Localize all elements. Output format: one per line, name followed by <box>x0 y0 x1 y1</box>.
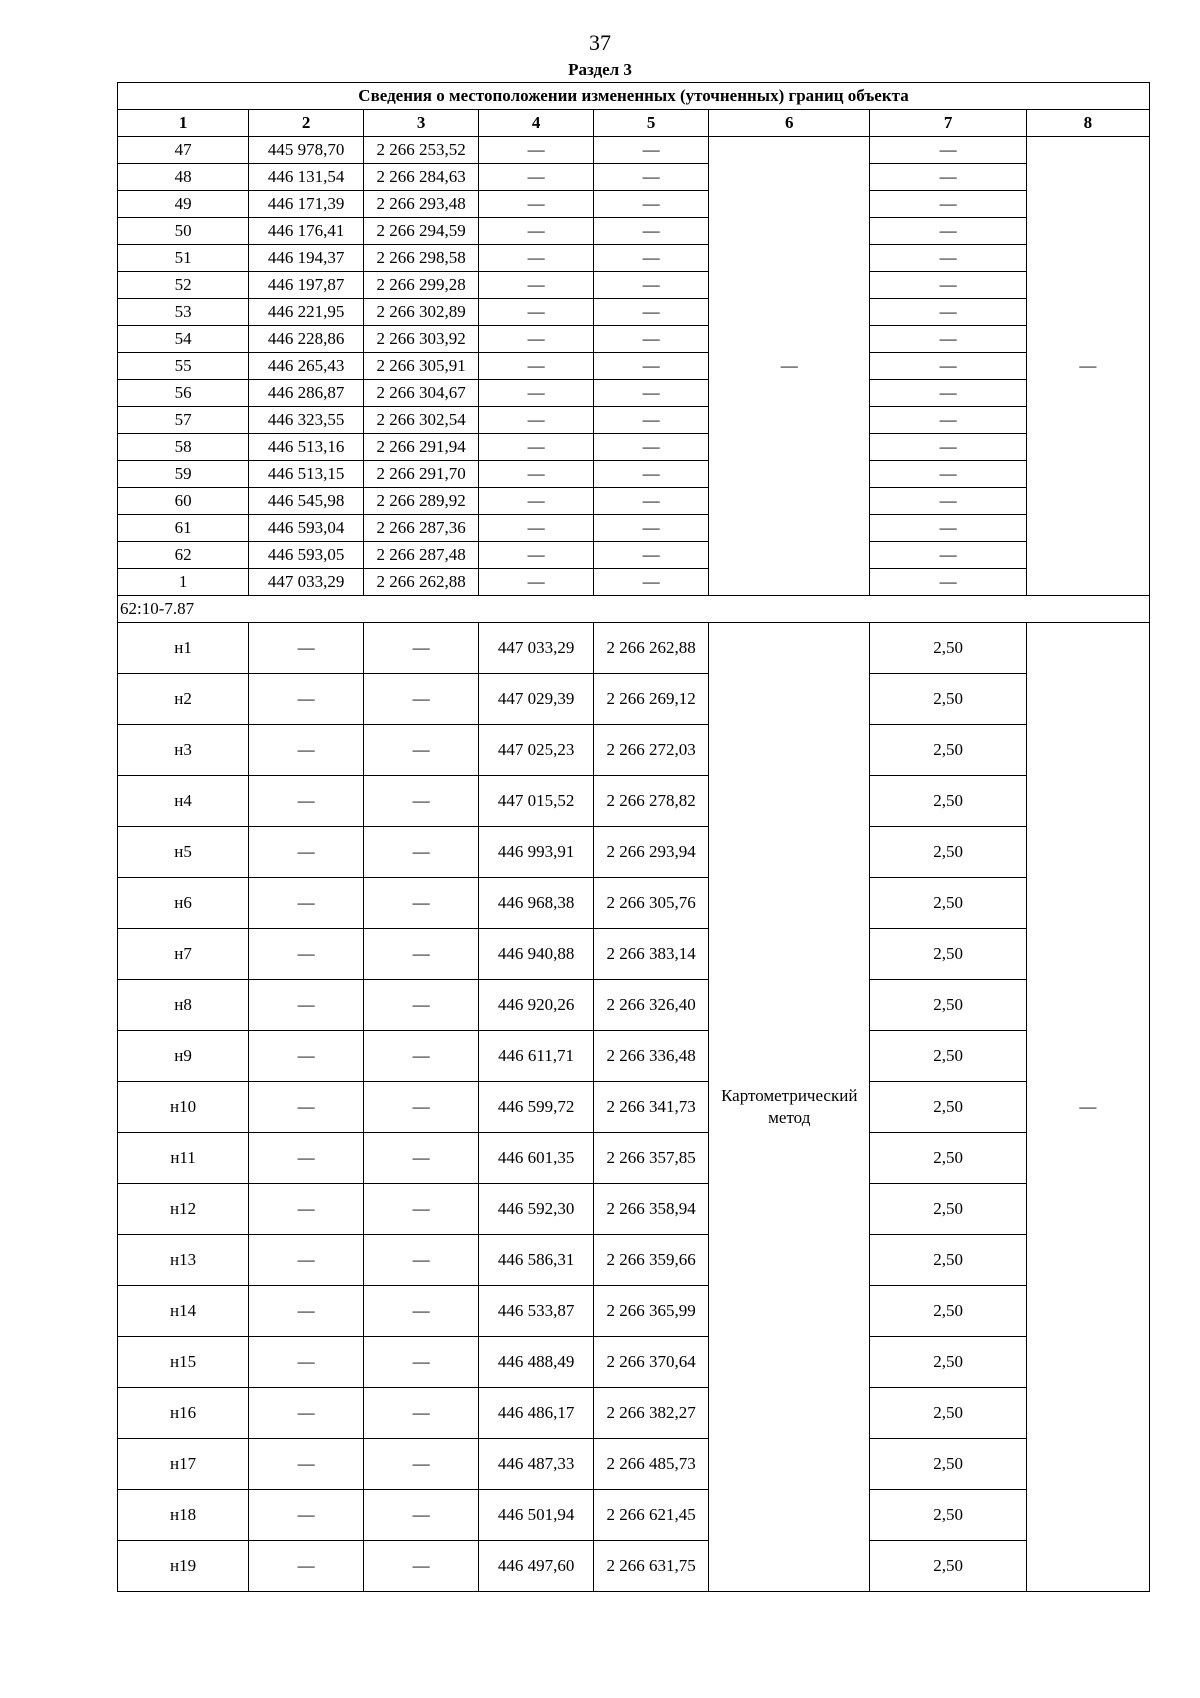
precision-cell: 2,50 <box>870 1541 1026 1592</box>
existing-y-cell: 2 266 253,52 <box>364 137 479 164</box>
new-x-cell: — <box>479 542 594 569</box>
existing-y-cell: — <box>364 878 479 929</box>
new-y-cell: 2 266 293,94 <box>594 827 709 878</box>
table-row <box>118 596 1150 623</box>
new-y-cell: 2 266 336,48 <box>594 1031 709 1082</box>
new-y-cell: 2 266 262,88 <box>594 623 709 674</box>
new-y-cell: — <box>594 272 709 299</box>
description-cell: — <box>1026 137 1149 596</box>
existing-y-cell: 2 266 291,94 <box>364 434 479 461</box>
existing-x-cell: 446 513,16 <box>249 434 364 461</box>
existing-x-cell: — <box>249 980 364 1031</box>
new-x-cell: 447 025,23 <box>479 725 594 776</box>
precision-cell: 2,50 <box>870 725 1026 776</box>
precision-cell: 2,50 <box>870 1337 1026 1388</box>
new-x-cell: — <box>479 245 594 272</box>
existing-x-cell: 446 513,15 <box>249 461 364 488</box>
existing-x-cell: 446 286,87 <box>249 380 364 407</box>
point-number-cell: 54 <box>118 326 249 353</box>
existing-x-cell: 446 265,43 <box>249 353 364 380</box>
new-y-cell: — <box>594 380 709 407</box>
point-number-cell: 48 <box>118 164 249 191</box>
existing-x-cell: — <box>249 1337 364 1388</box>
precision-cell: — <box>870 515 1026 542</box>
existing-x-cell: — <box>249 674 364 725</box>
precision-cell: — <box>870 191 1026 218</box>
existing-y-cell: 2 266 298,58 <box>364 245 479 272</box>
new-x-cell: — <box>479 515 594 542</box>
precision-cell: 2,50 <box>870 623 1026 674</box>
new-x-cell: — <box>479 272 594 299</box>
existing-y-cell: — <box>364 623 479 674</box>
existing-x-cell: 446 228,86 <box>249 326 364 353</box>
existing-x-cell: 446 131,54 <box>249 164 364 191</box>
table-row <box>118 353 1150 380</box>
new-y-cell: — <box>594 407 709 434</box>
precision-cell: 2,50 <box>870 1082 1026 1133</box>
point-number-cell: 59 <box>118 461 249 488</box>
parcel-group-label: 62:10-7.87 <box>118 596 1150 623</box>
table-row <box>118 272 1150 299</box>
existing-y-cell: — <box>364 1082 479 1133</box>
existing-x-cell: — <box>249 1031 364 1082</box>
table-row <box>118 1184 1150 1235</box>
table-row <box>118 245 1150 272</box>
new-x-cell: 446 586,31 <box>479 1235 594 1286</box>
column-number-header: 2 <box>249 110 364 137</box>
section-title: Раздел 3 <box>568 60 632 79</box>
point-number-cell: 50 <box>118 218 249 245</box>
new-y-cell: 2 266 269,12 <box>594 674 709 725</box>
existing-y-cell: 2 266 284,63 <box>364 164 479 191</box>
existing-y-cell: 2 266 302,54 <box>364 407 479 434</box>
new-y-cell: 2 266 621,45 <box>594 1490 709 1541</box>
existing-y-cell: — <box>364 1337 479 1388</box>
precision-cell: 2,50 <box>870 827 1026 878</box>
precision-cell: — <box>870 569 1026 596</box>
precision-cell: 2,50 <box>870 1388 1026 1439</box>
table-row <box>118 515 1150 542</box>
new-x-cell: 446 601,35 <box>479 1133 594 1184</box>
point-number-cell: 47 <box>118 137 249 164</box>
new-x-cell: 446 488,49 <box>479 1337 594 1388</box>
column-number-header: 7 <box>870 110 1026 137</box>
new-x-cell: — <box>479 137 594 164</box>
existing-x-cell: 446 221,95 <box>249 299 364 326</box>
new-y-cell: — <box>594 542 709 569</box>
precision-cell: 2,50 <box>870 929 1026 980</box>
precision-cell: 2,50 <box>870 1133 1026 1184</box>
point-number-cell: н12 <box>118 1184 249 1235</box>
existing-x-cell: 446 545,98 <box>249 488 364 515</box>
table-row <box>118 542 1150 569</box>
new-y-cell: 2 266 631,75 <box>594 1541 709 1592</box>
table-row <box>118 299 1150 326</box>
page-number: 37 <box>589 30 611 55</box>
table-row <box>118 827 1150 878</box>
new-y-cell: 2 266 382,27 <box>594 1388 709 1439</box>
new-x-cell: 447 033,29 <box>479 623 594 674</box>
existing-x-cell: — <box>249 827 364 878</box>
existing-y-cell: 2 266 287,48 <box>364 542 479 569</box>
new-x-cell: — <box>479 326 594 353</box>
table-row <box>118 434 1150 461</box>
new-x-cell: 446 993,91 <box>479 827 594 878</box>
precision-cell: — <box>870 461 1026 488</box>
column-number-header: 4 <box>479 110 594 137</box>
existing-y-cell: — <box>364 1490 479 1541</box>
existing-y-cell: 2 266 262,88 <box>364 569 479 596</box>
new-x-cell: — <box>479 299 594 326</box>
precision-cell: 2,50 <box>870 1490 1026 1541</box>
table-row <box>118 1439 1150 1490</box>
existing-y-cell: — <box>364 1031 479 1082</box>
table-row <box>118 569 1150 596</box>
method-cell: — <box>709 137 870 596</box>
table-caption: Сведения о местоположении измененных (уточненных) границ объекта <box>118 83 1150 110</box>
precision-cell: — <box>870 164 1026 191</box>
new-y-cell: — <box>594 488 709 515</box>
existing-y-cell: 2 266 305,91 <box>364 353 479 380</box>
table-row <box>118 218 1150 245</box>
new-x-cell: 446 487,33 <box>479 1439 594 1490</box>
existing-x-cell: — <box>249 1286 364 1337</box>
existing-y-cell: — <box>364 1184 479 1235</box>
new-y-cell: 2 266 357,85 <box>594 1133 709 1184</box>
table-row <box>118 326 1150 353</box>
precision-cell: 2,50 <box>870 1184 1026 1235</box>
new-y-cell: — <box>594 218 709 245</box>
table-row <box>118 1286 1150 1337</box>
existing-y-cell: — <box>364 674 479 725</box>
existing-y-cell: — <box>364 776 479 827</box>
existing-y-cell: — <box>364 827 479 878</box>
precision-cell: — <box>870 218 1026 245</box>
existing-x-cell: 446 593,04 <box>249 515 364 542</box>
existing-x-cell: — <box>249 1235 364 1286</box>
new-x-cell: — <box>479 407 594 434</box>
table-row <box>118 1082 1150 1133</box>
point-number-cell: 62 <box>118 542 249 569</box>
point-number-cell: н3 <box>118 725 249 776</box>
point-number-cell: н19 <box>118 1541 249 1592</box>
existing-y-cell: 2 266 302,89 <box>364 299 479 326</box>
point-number-cell: 1 <box>118 569 249 596</box>
precision-cell: 2,50 <box>870 980 1026 1031</box>
table-row <box>118 725 1150 776</box>
new-x-cell: — <box>479 380 594 407</box>
method-cell: Картометрический метод <box>709 623 870 1592</box>
existing-x-cell: — <box>249 1388 364 1439</box>
table-row <box>118 878 1150 929</box>
existing-y-cell: 2 266 299,28 <box>364 272 479 299</box>
new-x-cell: — <box>479 569 594 596</box>
table-row <box>118 623 1150 674</box>
point-number-cell: н11 <box>118 1133 249 1184</box>
precision-cell: — <box>870 434 1026 461</box>
new-x-cell: — <box>479 164 594 191</box>
new-y-cell: — <box>594 245 709 272</box>
point-number-cell: н5 <box>118 827 249 878</box>
point-number-cell: н4 <box>118 776 249 827</box>
point-number-cell: н18 <box>118 1490 249 1541</box>
new-y-cell: — <box>594 461 709 488</box>
new-y-cell: — <box>594 164 709 191</box>
existing-y-cell: — <box>364 725 479 776</box>
new-x-cell: 447 015,52 <box>479 776 594 827</box>
table-row <box>118 674 1150 725</box>
existing-x-cell: — <box>249 623 364 674</box>
new-y-cell: 2 266 370,64 <box>594 1337 709 1388</box>
point-number-cell: 51 <box>118 245 249 272</box>
point-number-cell: 58 <box>118 434 249 461</box>
existing-x-cell: 446 323,55 <box>249 407 364 434</box>
existing-y-cell: — <box>364 1439 479 1490</box>
new-x-cell: — <box>479 434 594 461</box>
table-row <box>118 407 1150 434</box>
column-number-header: 5 <box>594 110 709 137</box>
point-number-cell: н8 <box>118 980 249 1031</box>
precision-cell: — <box>870 245 1026 272</box>
new-y-cell: — <box>594 569 709 596</box>
new-y-cell: — <box>594 434 709 461</box>
existing-x-cell: 445 978,70 <box>249 137 364 164</box>
table-row <box>118 776 1150 827</box>
existing-x-cell: 446 194,37 <box>249 245 364 272</box>
existing-y-cell: 2 266 291,70 <box>364 461 479 488</box>
point-number-cell: н16 <box>118 1388 249 1439</box>
existing-x-cell: 447 033,29 <box>249 569 364 596</box>
point-number-cell: н10 <box>118 1082 249 1133</box>
point-number-cell: 52 <box>118 272 249 299</box>
column-number-header: 6 <box>709 110 870 137</box>
existing-y-cell: — <box>364 1541 479 1592</box>
new-x-cell: 446 920,26 <box>479 980 594 1031</box>
boundary-coordinates-table <box>117 82 1150 1592</box>
existing-x-cell: — <box>249 878 364 929</box>
new-x-cell: 447 029,39 <box>479 674 594 725</box>
point-number-cell: 56 <box>118 380 249 407</box>
table-row <box>118 1031 1150 1082</box>
precision-cell: — <box>870 353 1026 380</box>
point-number-cell: 49 <box>118 191 249 218</box>
table-row <box>118 191 1150 218</box>
existing-x-cell: — <box>249 1490 364 1541</box>
new-x-cell: 446 497,60 <box>479 1541 594 1592</box>
point-number-cell: 60 <box>118 488 249 515</box>
existing-y-cell: — <box>364 1388 479 1439</box>
table-row <box>118 929 1150 980</box>
table-row <box>118 1133 1150 1184</box>
existing-x-cell: — <box>249 1541 364 1592</box>
precision-cell: 2,50 <box>870 1286 1026 1337</box>
existing-y-cell: 2 266 294,59 <box>364 218 479 245</box>
new-y-cell: 2 266 383,14 <box>594 929 709 980</box>
precision-cell: — <box>870 380 1026 407</box>
table-row <box>118 461 1150 488</box>
new-y-cell: 2 266 358,94 <box>594 1184 709 1235</box>
new-y-cell: 2 266 359,66 <box>594 1235 709 1286</box>
point-number-cell: 53 <box>118 299 249 326</box>
new-x-cell: — <box>479 353 594 380</box>
existing-x-cell: — <box>249 1082 364 1133</box>
precision-cell: — <box>870 137 1026 164</box>
point-number-cell: н14 <box>118 1286 249 1337</box>
new-y-cell: — <box>594 191 709 218</box>
existing-x-cell: — <box>249 725 364 776</box>
existing-y-cell: 2 266 304,67 <box>364 380 479 407</box>
new-y-cell: — <box>594 299 709 326</box>
new-x-cell: 446 501,94 <box>479 1490 594 1541</box>
new-y-cell: 2 266 326,40 <box>594 980 709 1031</box>
point-number-cell: н9 <box>118 1031 249 1082</box>
new-x-cell: 446 968,38 <box>479 878 594 929</box>
precision-cell: 2,50 <box>870 1235 1026 1286</box>
new-y-cell: — <box>594 353 709 380</box>
existing-x-cell: — <box>249 776 364 827</box>
point-number-cell: н7 <box>118 929 249 980</box>
existing-x-cell: 446 593,05 <box>249 542 364 569</box>
existing-y-cell: 2 266 293,48 <box>364 191 479 218</box>
new-x-cell: 446 940,88 <box>479 929 594 980</box>
table-row <box>118 980 1150 1031</box>
new-x-cell: 446 533,87 <box>479 1286 594 1337</box>
point-number-cell: н17 <box>118 1439 249 1490</box>
new-x-cell: — <box>479 191 594 218</box>
table-row <box>118 488 1150 515</box>
precision-cell: 2,50 <box>870 674 1026 725</box>
existing-x-cell: — <box>249 929 364 980</box>
table-row <box>118 1388 1150 1439</box>
new-y-cell: 2 266 341,73 <box>594 1082 709 1133</box>
precision-cell: 2,50 <box>870 878 1026 929</box>
point-number-cell: н1 <box>118 623 249 674</box>
existing-y-cell: — <box>364 1133 479 1184</box>
new-x-cell: — <box>479 488 594 515</box>
new-y-cell: 2 266 272,03 <box>594 725 709 776</box>
existing-x-cell: 446 171,39 <box>249 191 364 218</box>
point-number-cell: н13 <box>118 1235 249 1286</box>
point-number-cell: н6 <box>118 878 249 929</box>
existing-x-cell: — <box>249 1184 364 1235</box>
table-row <box>118 1541 1150 1592</box>
existing-x-cell: 446 197,87 <box>249 272 364 299</box>
existing-y-cell: — <box>364 929 479 980</box>
existing-x-cell: — <box>249 1439 364 1490</box>
new-x-cell: 446 486,17 <box>479 1388 594 1439</box>
point-number-cell: 57 <box>118 407 249 434</box>
new-x-cell: — <box>479 461 594 488</box>
new-x-cell: 446 599,72 <box>479 1082 594 1133</box>
precision-cell: — <box>870 407 1026 434</box>
existing-x-cell: — <box>249 1133 364 1184</box>
precision-cell: — <box>870 326 1026 353</box>
precision-cell: — <box>870 488 1026 515</box>
new-y-cell: — <box>594 515 709 542</box>
point-number-cell: н2 <box>118 674 249 725</box>
table-row <box>118 164 1150 191</box>
column-number-header: 1 <box>118 110 249 137</box>
table-row <box>118 1235 1150 1286</box>
precision-cell: — <box>870 542 1026 569</box>
precision-cell: — <box>870 299 1026 326</box>
table-row <box>118 380 1150 407</box>
existing-y-cell: — <box>364 980 479 1031</box>
existing-y-cell: 2 266 303,92 <box>364 326 479 353</box>
new-x-cell: 446 611,71 <box>479 1031 594 1082</box>
new-x-cell: 446 592,30 <box>479 1184 594 1235</box>
point-number-cell: н15 <box>118 1337 249 1388</box>
existing-y-cell: 2 266 289,92 <box>364 488 479 515</box>
new-x-cell: — <box>479 218 594 245</box>
table-row <box>118 1337 1150 1388</box>
table-row <box>118 137 1150 164</box>
new-y-cell: 2 266 365,99 <box>594 1286 709 1337</box>
new-y-cell: 2 266 278,82 <box>594 776 709 827</box>
description-cell: — <box>1026 623 1149 1592</box>
new-y-cell: — <box>594 137 709 164</box>
table-row <box>118 1490 1150 1541</box>
precision-cell: 2,50 <box>870 1031 1026 1082</box>
new-y-cell: — <box>594 326 709 353</box>
existing-y-cell: — <box>364 1235 479 1286</box>
point-number-cell: 55 <box>118 353 249 380</box>
new-y-cell: 2 266 305,76 <box>594 878 709 929</box>
point-number-cell: 61 <box>118 515 249 542</box>
column-number-header: 3 <box>364 110 479 137</box>
new-y-cell: 2 266 485,73 <box>594 1439 709 1490</box>
precision-cell: 2,50 <box>870 776 1026 827</box>
existing-y-cell: — <box>364 1286 479 1337</box>
precision-cell: 2,50 <box>870 1439 1026 1490</box>
column-number-header: 8 <box>1026 110 1149 137</box>
precision-cell: — <box>870 272 1026 299</box>
existing-x-cell: 446 176,41 <box>249 218 364 245</box>
existing-y-cell: 2 266 287,36 <box>364 515 479 542</box>
